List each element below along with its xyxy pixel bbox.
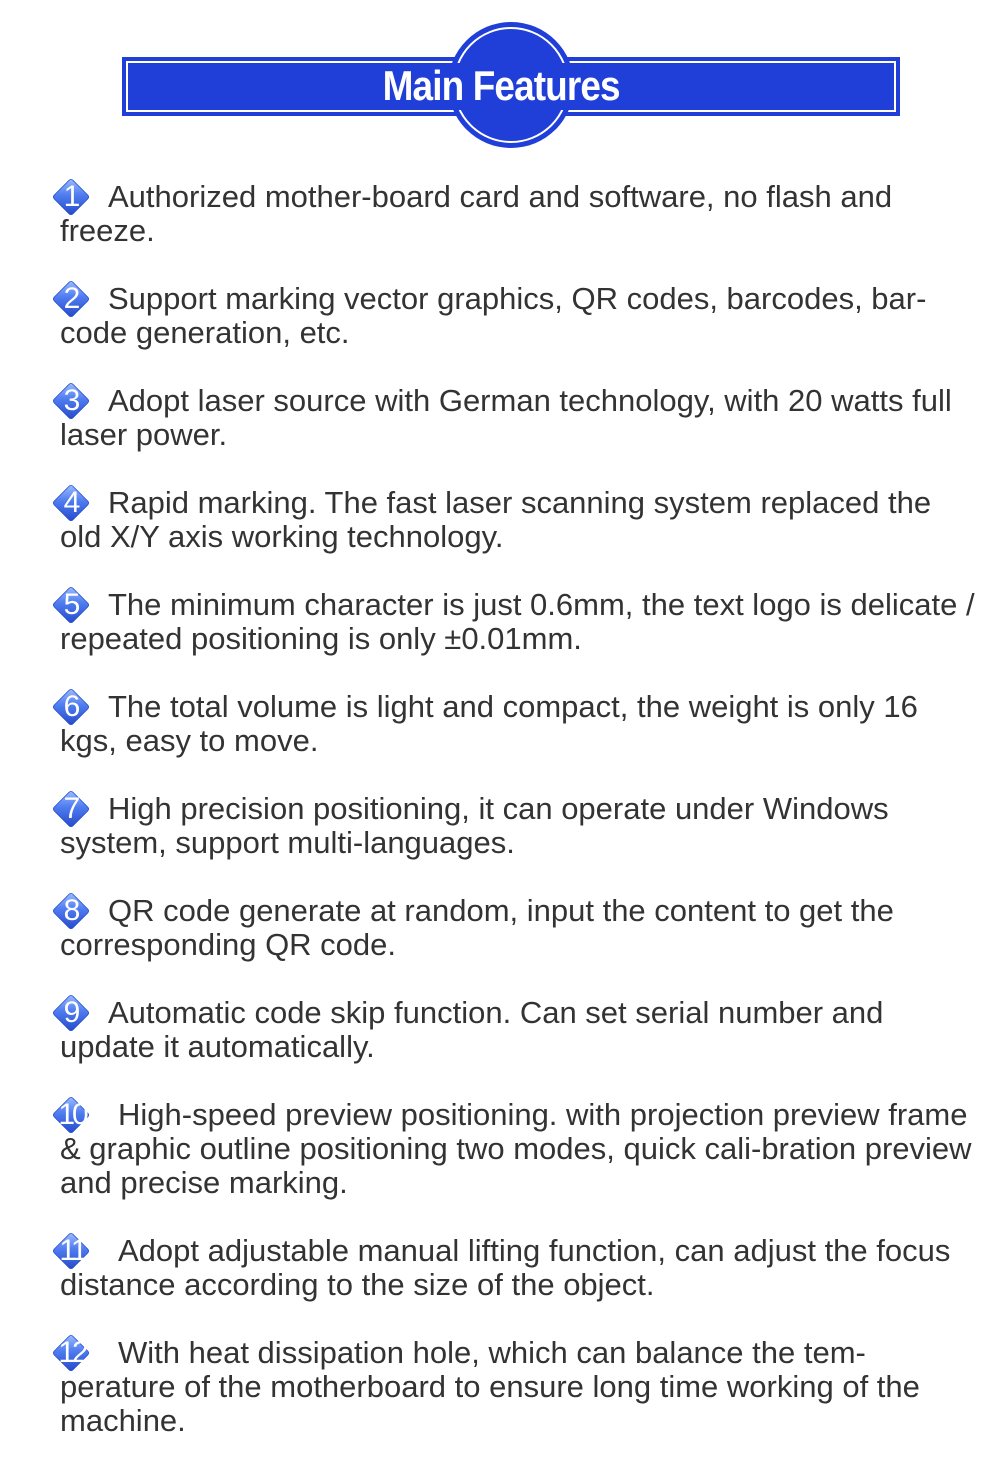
feature-item xyxy=(60,1098,975,1200)
feature-text: High precision positioning, it can operate under Windows system, support multi-languages. xyxy=(60,791,889,860)
feature-item xyxy=(60,690,975,758)
feature-item xyxy=(60,996,975,1064)
number-badge-icon: 9 xyxy=(46,994,98,1032)
feature-item xyxy=(60,180,975,248)
number-badge-icon: 8 xyxy=(46,892,98,930)
number-badge-icon: 7 xyxy=(46,790,98,828)
feature-text: The total volume is light and compact, the weight is only 16 kgs, easy to move. xyxy=(60,689,918,758)
feature-item xyxy=(60,384,975,452)
feature-item xyxy=(60,894,975,962)
feature-item xyxy=(60,792,975,860)
feature-text: Adopt laser source with German technology, with 20 watts full laser power. xyxy=(60,383,952,452)
number-badge-icon: 2 xyxy=(46,280,98,318)
feature-item xyxy=(60,588,975,656)
header-banner xyxy=(0,0,1000,160)
feature-item xyxy=(60,1234,975,1302)
feature-item xyxy=(60,282,975,350)
feature-text: Adopt adjustable manual lifting function, can adjust the focus distance according to the size of the object. xyxy=(60,1233,951,1302)
number-badge-icon: 1 xyxy=(46,178,98,216)
feature-text: Automatic code skip function. Can set serial number and update it automatically. xyxy=(60,995,884,1064)
number-badge-icon: 12 xyxy=(46,1334,98,1372)
feature-item xyxy=(60,1336,975,1438)
number-badge-icon: 11 xyxy=(46,1232,98,1270)
number-badge-icon: 5 xyxy=(46,586,98,624)
feature-text: Rapid marking. The fast laser scanning system replaced the old X/Y axis working technology. xyxy=(60,485,932,554)
page-title: Main Features xyxy=(382,62,620,109)
feature-item xyxy=(60,486,975,554)
number-badge-icon: 4 xyxy=(46,484,98,522)
number-badge-icon: 3 xyxy=(46,382,98,420)
feature-text: QR code generate at random, input the content to get the corresponding QR code. xyxy=(60,893,894,962)
feature-text: The minimum character is just 0.6mm, the text logo is delicate / repeated positioning is only ±0.01mm. xyxy=(60,587,975,656)
feature-text: Support marking vector graphics, QR codes, barcodes, bar-code generation, etc. xyxy=(60,281,927,350)
number-badge-icon: 6 xyxy=(46,688,98,726)
feature-text: High-speed preview positioning. with projection preview frame & graphic outline positioning two modes, quick cali-bration preview and precise marking. xyxy=(60,1097,972,1200)
number-badge-icon: 10 xyxy=(46,1096,98,1134)
feature-text: With heat dissipation hole, which can balance the tem-perature of the motherboard to ensure long time working of the machine. xyxy=(60,1335,920,1438)
feature-text: Authorized mother-board card and software, no flash and freeze. xyxy=(60,179,893,248)
